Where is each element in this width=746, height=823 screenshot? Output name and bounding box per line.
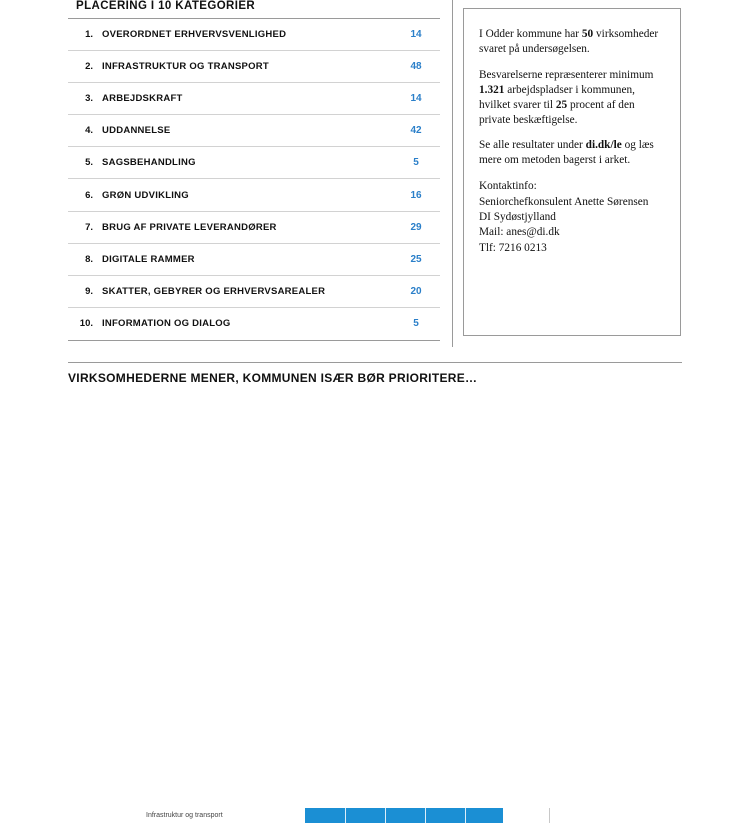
column-divider: [452, 0, 453, 347]
table-row: [68, 51, 440, 83]
table-row: [68, 308, 440, 340]
rank-value: 5: [413, 318, 419, 330]
rank-number: 8.: [85, 253, 93, 265]
rank-value: 42: [410, 125, 422, 137]
table-row: [68, 244, 440, 276]
table-row: [68, 83, 440, 115]
rank-number: 2.: [85, 61, 93, 73]
rank-label: OVERORDNET ERHVERVSVENLIGHED: [102, 29, 287, 41]
contact-mail[interactable]: Mail: anes@di.dk: [479, 226, 560, 239]
rank-label: UDDANNELSE: [102, 125, 171, 137]
rank-number: 6.: [85, 189, 93, 201]
employees-paragraph: [479, 68, 666, 128]
rank-value: 25: [410, 253, 422, 265]
chart-tick: [425, 808, 426, 823]
results-text-a: Se alle resultater under: [479, 139, 586, 152]
ranking-table: [68, 18, 440, 341]
respondents-text-a: I Odder kommune har: [479, 28, 582, 40]
chart-tick: [345, 808, 346, 823]
rank-value: 29: [410, 221, 422, 233]
chart-tick: [385, 808, 386, 823]
rank-label: ARBEJDSKRAFT: [102, 93, 183, 105]
employees-text-c: procent af den private beskæftigelse.: [479, 98, 635, 126]
rank-label: DIGITALE RAMMER: [102, 253, 195, 265]
rank-label: SAGSBEHANDLING: [102, 157, 196, 169]
table-row: [68, 19, 440, 51]
rank-label: INFORMATION OG DIALOG: [102, 318, 231, 330]
ranking-section: [68, 0, 440, 341]
rank-number: 3.: [85, 93, 93, 105]
employees-text-a: Besvarelserne repræsenterer minimum: [479, 68, 654, 81]
rank-number: 5.: [85, 157, 93, 169]
employees-count: 1.321: [479, 83, 505, 96]
respondents-paragraph: [479, 27, 666, 57]
table-row: [68, 179, 440, 211]
page-title: PLACERING I 10 KATEGORIER: [76, 0, 256, 12]
rank-number: 7.: [85, 221, 93, 233]
chart-bar: [305, 808, 503, 823]
contact-block: [479, 179, 666, 256]
results-link[interactable]: di.dk/le: [585, 139, 622, 152]
priorities-heading: VIRKSOMHEDERNE MENER, KOMMUNEN ISÆR BØR PRIORITERE…: [68, 371, 478, 385]
results-paragraph: [479, 138, 666, 168]
table-row: [68, 212, 440, 244]
contact-phone: Tlf: 7216 0213: [479, 241, 547, 254]
table-row: [68, 147, 440, 179]
respondents-text-b: virksomheder svaret på undersøgelsen.: [479, 28, 659, 55]
rank-value: 16: [410, 189, 422, 201]
rank-number: 10.: [79, 318, 93, 330]
rank-label: SKATTER, GEBYRER OG ERHVERVSAREALER: [102, 285, 326, 297]
chart-category-label: Infrastruktur og transport: [146, 812, 223, 819]
respondents-count: 50: [581, 28, 594, 40]
rank-label: BRUG AF PRIVATE LEVERANDØRER: [102, 221, 277, 233]
info-box: [463, 8, 681, 336]
contact-name: Seniorchefkonsulent Anette Sørensen: [479, 195, 649, 208]
chart-gridline: [549, 808, 550, 823]
rank-value: 14: [410, 29, 422, 41]
rank-value: 5: [413, 157, 419, 169]
rank-number: 4.: [85, 125, 93, 137]
rank-label: INFRASTRUKTUR OG TRANSPORT: [102, 61, 269, 73]
employees-percent: 25: [555, 98, 568, 111]
results-text-b: og læs mere om metoden bagerst i arket.: [479, 139, 654, 167]
chart-tick: [465, 808, 466, 823]
table-row: [68, 276, 440, 308]
rank-value: 20: [410, 285, 422, 297]
contact-org: DI Sydøstjylland: [479, 210, 556, 223]
rank-number: 9.: [85, 285, 93, 297]
rank-number: 1.: [85, 29, 93, 41]
priorities-chart: [68, 404, 682, 819]
employees-text-b: arbejdspladser i kommunen, hvilket svarer til: [479, 83, 635, 111]
contact-title: Kontaktinfo:: [479, 180, 537, 193]
table-row: [68, 115, 440, 147]
rank-value: 14: [410, 93, 422, 105]
rank-label: GRØN UDVIKLING: [102, 189, 189, 201]
rank-value: 48: [410, 61, 422, 73]
section-divider: [68, 362, 682, 363]
